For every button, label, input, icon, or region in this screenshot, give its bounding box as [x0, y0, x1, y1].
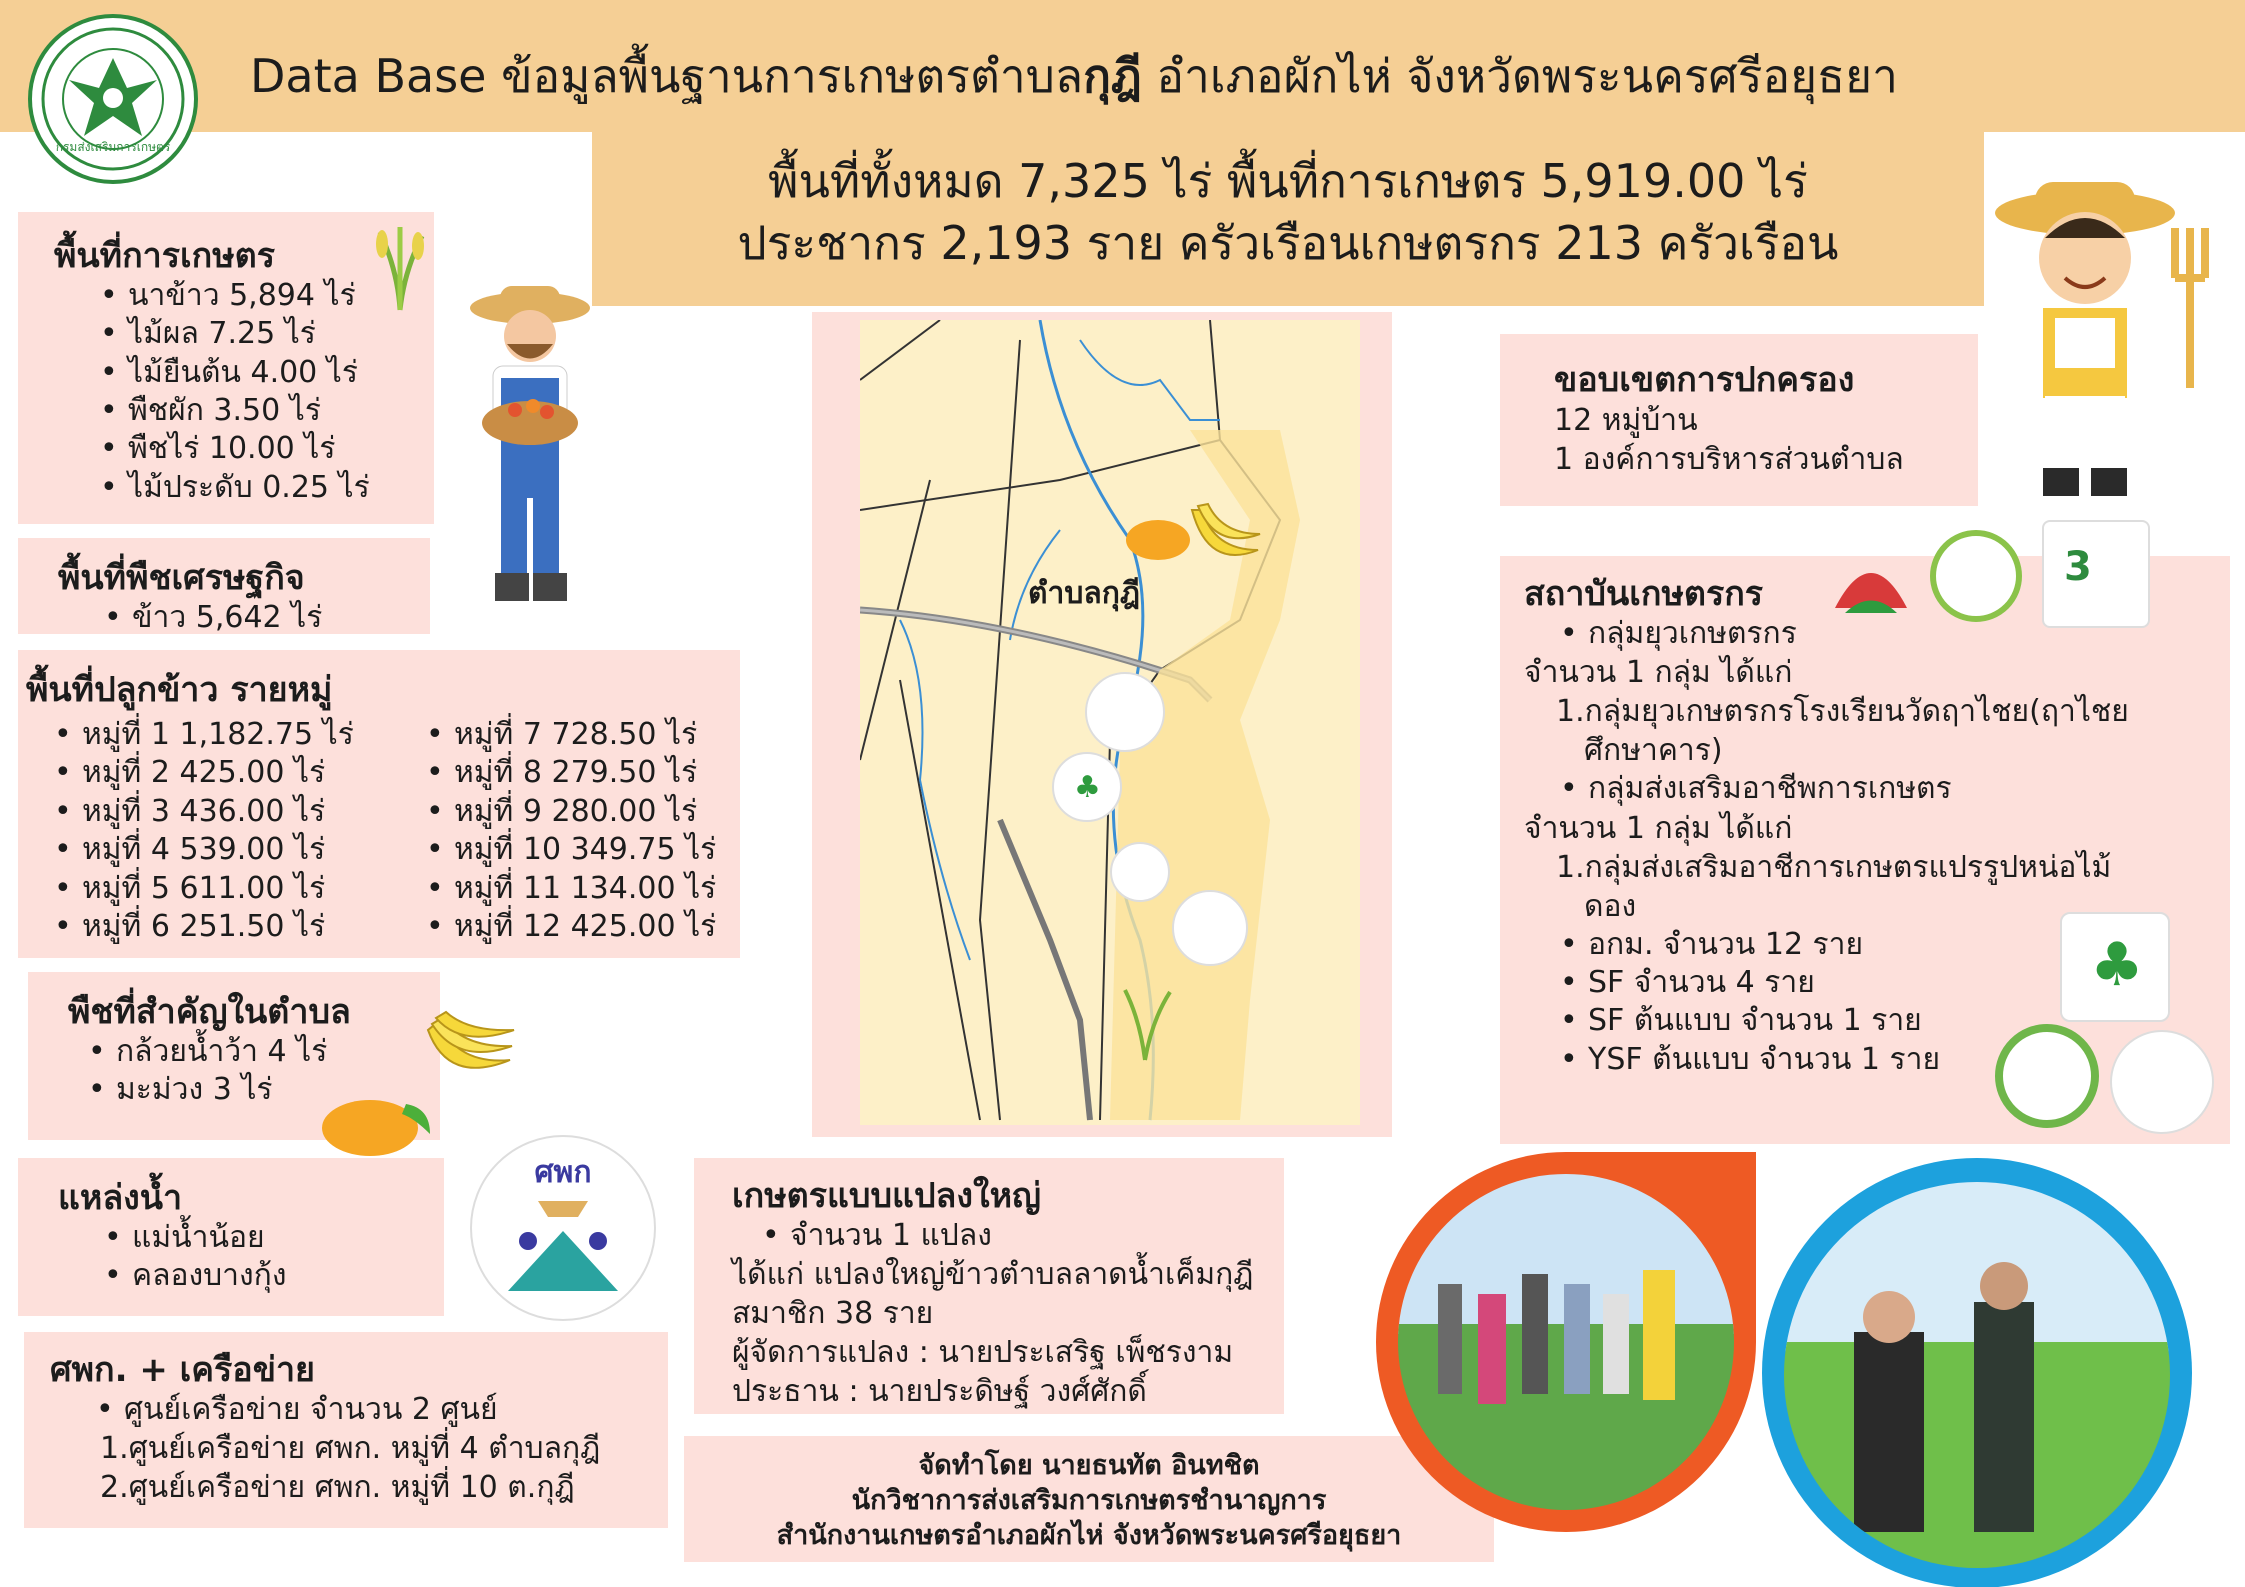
list-item: • SF ต้นแบบ จำนวน 1 ราย: [1560, 1002, 2230, 1040]
list-item: • หมู่ที่ 1 1,182.75 ไร่: [54, 716, 354, 754]
logo-text: กรมส่งเสริมการเกษตร: [55, 140, 171, 154]
rice-by-village-card: [18, 650, 740, 958]
rice-by-village-title: พื้นที่ปลูกข้าว รายหมู่: [26, 670, 333, 710]
list-item: • จำนวน 1 แปลง: [762, 1217, 1284, 1255]
people-icon: [1825, 528, 1917, 620]
group-item-cont: ดอง: [1584, 888, 1637, 924]
admin-card: [1500, 334, 1978, 506]
list-item: • หมู่ที่ 6 251.50 ไร่: [54, 908, 354, 946]
list-item: • แม่น้ำน้อย: [104, 1219, 444, 1257]
agri-area-title: พื้นที่การเกษตร: [54, 236, 275, 276]
map-label: ตำบลกุฎี: [1028, 576, 1141, 611]
list-item: • คลองบางกุ้ง: [104, 1257, 444, 1295]
list-item: • หมู่ที่ 3 436.00 ไร่: [54, 793, 354, 831]
summary-line-population: ประชากร 2,193 ราย ครัวเรือนเกษตรกร 213 ครัวเรือน: [737, 216, 1839, 271]
group-item-cont: ศึกษาคาร): [1584, 733, 1723, 769]
list-item: • หมู่ที่ 5 611.00 ไร่: [54, 870, 354, 908]
large-plot-name: ได้แก่ แปลงใหญ่ข้าวตำบลลาดน้ำเค็มกุฎี: [732, 1257, 1254, 1293]
list-item: • หมู่ที่ 12 425.00 ไร่: [426, 908, 716, 946]
econ-crop-card: [18, 538, 430, 634]
spk-network-title: ศพก. + เครือข่าย: [50, 1350, 315, 1390]
group-count: จำนวน 1 กลุ่ม ได้แก่: [1524, 655, 1793, 691]
farmer-pitchfork-illustration: [1985, 168, 2225, 518]
banana-icon: [418, 1010, 518, 1090]
list-item: • SF จำนวน 4 ราย: [1560, 964, 2230, 1002]
clover-icon: ♣: [2090, 930, 2144, 1000]
large-plot-members: สมาชิก 38 ราย: [732, 1296, 934, 1332]
list-item: • นาข้าว 5,894 ไร่: [100, 277, 434, 315]
field-photo: [1784, 1182, 2170, 1568]
credit-author: จัดทำโดย นายธนทัต อินทชิต: [918, 1450, 1260, 1481]
large-plot-chair: ประธาน : นายประดิษฐ์ วงศ์ศักดิ์: [732, 1374, 1147, 1410]
photo-field-image: [1784, 1182, 2170, 1568]
list-item: • หมู่ที่ 10 349.75 ไร่: [426, 831, 716, 869]
list-item: • ไม้ประดับ 0.25 ไร่: [100, 469, 434, 507]
map-community-logo: [1110, 842, 1170, 902]
list-item: • พืชผัก 3.50 ไร่: [100, 392, 434, 430]
list-item: • มะม่วง 3 ไร่: [88, 1071, 440, 1109]
list-item: • กลุ่มยุวเกษตรกร: [1560, 615, 2230, 653]
leaf-icon: 3: [2064, 544, 2092, 590]
group-item: 1.กลุ่มยุวเกษตรกรโรงเรียนวัดฤาไชย(ฤาไชย: [1556, 694, 2129, 730]
village-council-logo-2: [1995, 1024, 2099, 1128]
map-fruit-icons: [1122, 500, 1262, 580]
spk-logo-label: ศพก: [534, 1155, 592, 1190]
list-item: • หมู่ที่ 7 728.50 ไร่: [426, 716, 716, 754]
young-farmer-logo: [2060, 912, 2170, 1022]
large-plot-card: [694, 1158, 1284, 1414]
list-item: • ไม้ยืนต้น 4.00 ไร่: [100, 354, 434, 392]
photo-farmers-image: [1398, 1174, 1734, 1510]
list-item: • หมู่ที่ 8 279.50 ไร่: [426, 754, 716, 792]
spk-mountain-icon: [498, 1191, 628, 1301]
farmer-illustration: [455, 278, 605, 608]
econ-crop-title: พื้นที่พืชเศรษฐกิจ: [58, 558, 305, 598]
group-photo: [1398, 1174, 1734, 1510]
list-item: • ข้าว 5,642 ไร่: [104, 599, 430, 637]
summary-banner: [592, 128, 1984, 306]
list-item: • ศูนย์เครือข่าย จำนวน 2 ศูนย์: [96, 1391, 668, 1429]
spk-logo: [470, 1135, 656, 1321]
list-item: • พืชไร่ 10.00 ไร่: [100, 430, 434, 468]
list-item: • กลุ่มส่งเสริมอาชีพการเกษตร: [1560, 770, 2230, 808]
village-council-logo: [1930, 530, 2022, 622]
clover-icon: ♣: [1074, 770, 1101, 805]
mango-icon: [318, 1090, 438, 1160]
summary-line-area: พื้นที่ทั้งหมด 7,325 ไร่ พื้นที่การเกษตร 5,919.00 ไร่: [768, 154, 1808, 208]
list-item: • หมู่ที่ 4 539.00 ไร่: [54, 831, 354, 869]
credit-office: สำนักงานเกษตรอำเภอผักไห่ จังหวัดพระนครศรีอยุธยา: [776, 1520, 1402, 1552]
list-item: • หมู่ที่ 11 134.00 ไร่: [426, 870, 716, 908]
admin-villages: 12 หมู่บ้าน: [1554, 402, 1698, 438]
spk-network-card: [24, 1332, 668, 1528]
community-enterprise-logo: [1825, 528, 1917, 620]
list-item: • กล้วยน้ำว้า 4 ไร่: [88, 1033, 440, 1071]
list-item: 1.ศูนย์เครือข่าย ศพก. หมู่ที่ 4 ตำบลกุฎี: [100, 1431, 601, 1467]
page-title: Data Base ข้อมูลพื้นฐานการเกษตรตำบลกุฎี อำเภอผักไห่ จังหวัดพระนครศรีอยุธยา: [250, 49, 1898, 103]
group-item: 1.กลุ่มส่งเสริมอาชีการเกษตรแปรรูปหน่อไม้: [1556, 849, 2112, 885]
map-spk-logo-1: [1085, 672, 1165, 752]
water-card: [18, 1158, 444, 1316]
key-crops-title: พืชที่สำคัญในตำบล: [68, 992, 351, 1032]
group-count: จำนวน 1 กลุ่ม ได้แก่: [1524, 810, 1793, 846]
list-item: 2.ศูนย์เครือข่าย ศพก. หมู่ที่ 10 ต.กุฎี: [100, 1470, 575, 1506]
credit-position: นักวิชาการส่งเสริมการเกษตรชำนาญการ: [851, 1485, 1327, 1517]
admin-title: ขอบเขตการปกครอง: [1554, 360, 1855, 400]
list-item: • ไม้ผล 7.25 ไร่: [100, 315, 434, 353]
list-item: • อกม. จำนวน 12 ราย: [1560, 926, 2230, 964]
map-spk-logo-2: [1172, 890, 1248, 966]
credit-card: [684, 1436, 1494, 1562]
water-title: แหล่งน้ำ: [58, 1178, 183, 1218]
map: [860, 320, 1360, 1125]
large-plot-manager: ผู้จัดการแปลง : นายประเสริฐ เพ็ชรงาม: [732, 1335, 1234, 1371]
promotion-group-logo: [2110, 1030, 2214, 1134]
list-item: • YSF ต้นแบบ จำนวน 1 ราย: [1560, 1041, 2230, 1079]
map-4h-logo: [1052, 752, 1122, 822]
farmer-org-title: สถาบันเกษตรกร: [1524, 574, 1764, 614]
list-item: • หมู่ที่ 9 280.00 ไร่: [426, 793, 716, 831]
large-plot-title: เกษตรแบบแปลงใหญ่: [732, 1176, 1041, 1216]
list-item: • หมู่ที่ 2 425.00 ไร่: [54, 754, 354, 792]
doae-3k-logo: [2042, 520, 2150, 628]
admin-tao: 1 องค์การบริหารส่วนตำบล: [1554, 441, 1904, 477]
doae-logo: [28, 14, 198, 184]
rice-plant-icon: [360, 222, 440, 312]
